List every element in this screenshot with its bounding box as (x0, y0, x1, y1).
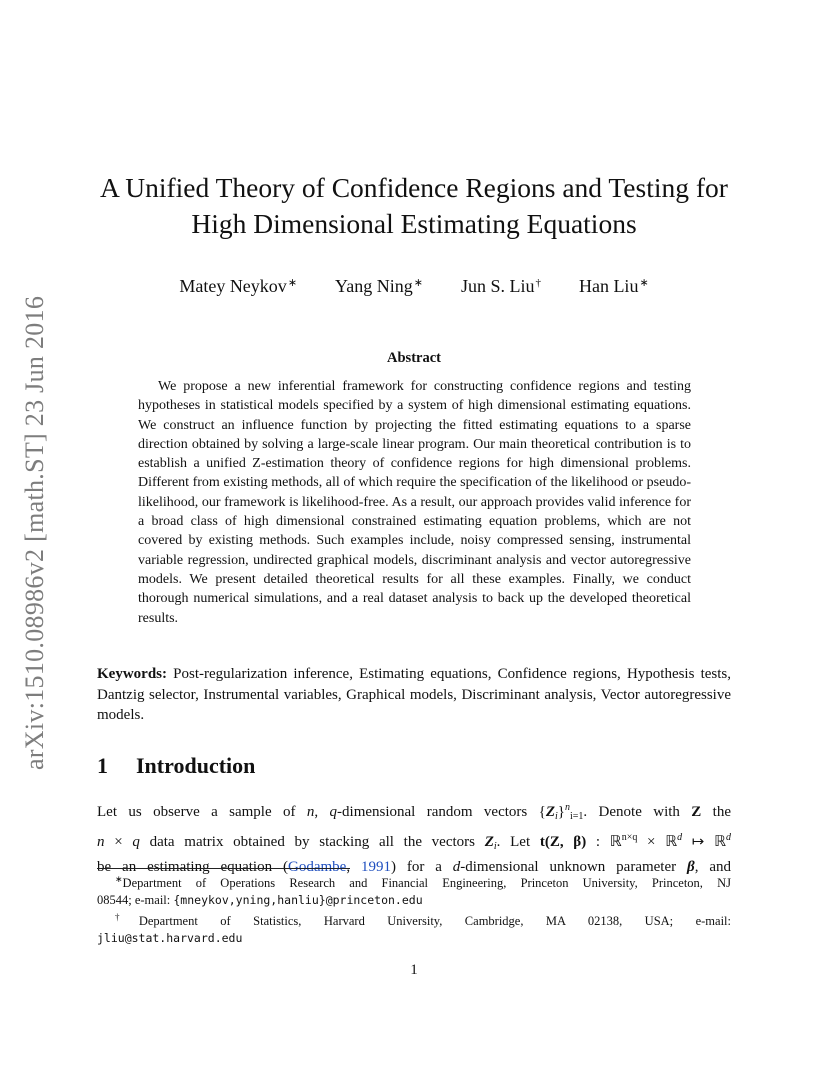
author-name: Jun S. Liu (460, 276, 535, 296)
keywords-text: Post-regularization inference, Estimating equations, Confidence regions, Hypothesis tests, Dantzig selector, Instrumental variables, Graphical models, Discriminant analysis, Vector autoregressive models. (97, 666, 731, 723)
affiliation-mark: ∗ (413, 277, 423, 289)
footnote-mark: ∗ (115, 874, 123, 884)
page-number: 1 (410, 962, 418, 978)
author-list (80, 276, 748, 297)
title-line-2: High Dimensional Estimating Equations (191, 208, 637, 239)
affiliation-mark: ∗ (287, 277, 298, 289)
author-name: Han Liu (578, 276, 639, 296)
abstract-heading: Abstract (387, 350, 441, 366)
intro-line-2: n × q data matrix obtained by stacking all the vectors $Z_i$. Let t(Z, β) : ℝ$^{n\times q}$ × ℝ$^d$ ↦ ℝ$^d$ (97, 832, 731, 852)
affiliation-mark: ∗ (639, 277, 649, 289)
section-title: Introduction (136, 753, 256, 778)
author (179, 276, 297, 297)
keywords-label: Keywords: (97, 666, 167, 682)
section-heading (97, 753, 255, 779)
abstract-text: We propose a new inferential framework for constructing confidence regions and testing hypotheses in statistical models specified by a system of high dimensional estimating equations. We construct an influence function by projecting the fitted estimating equations to a sparse direction obtained by solving a large-scale linear program. Our main theoretical contribution is to establish a unified Z-estimation theory of confidence regions for high dimensional problems. Different from existing methods, all of which require the specification of the likelihood or pseudo-likelihood, our framework is likelihood-free. As a result, our approach provides valid inference for a broad class of high dimensional constrained estimating equation problems, which are not covered by existing methods. Such examples include, noisy compressed sensing, instrumental variable regression, undirected graphical models, discriminant analysis and vector autoregressive models. We present detailed theoretical results for all these examples. Finally, we conduct thorough numerical simulations, and a real dataset analysis to back up the developed theoretical results. (138, 379, 691, 626)
citation-link[interactable]: Godambe (287, 859, 347, 875)
author (461, 276, 541, 297)
author-name: Yang Ning (335, 276, 413, 296)
author-name: Matey Neykov (179, 276, 287, 296)
keywords-paragraph (97, 664, 731, 726)
section-number: 1 (97, 753, 108, 778)
author (579, 276, 649, 297)
title-line-1: A Unified Theory of Confidence Regions and Testing for (100, 172, 728, 203)
author (335, 276, 423, 297)
citation-year-link[interactable]: 1991 (360, 859, 391, 875)
footnote-1: ∗Department of Operations Research and Financial Engineering, Princeton University, Princeton, NJ 08544; e-mail: {mneykov,yning,hanliu}@princeton.edu (97, 874, 731, 907)
footnote-mark: † (115, 912, 139, 922)
email-address: {mneykov,yning,hanliu}@princeton.edu (173, 893, 423, 907)
email-address: jliu@stat.harvard.edu (97, 931, 243, 945)
arxiv-identifier-stamp: arXiv:1510.08986v2 [math.ST] 23 Jun 2016 (20, 295, 49, 770)
introduction-paragraph (97, 797, 731, 878)
affiliation-mark: † (535, 277, 541, 289)
intro-line-3: be an estimating equation (Godambe, 1991) for a d-dimensional unknown parameter β, and (97, 859, 731, 875)
intro-line-1: Let us observe a sample of n, q-dimensional random vectors $\{Z_i\}^n_{i=1}$. Denote with Z the (97, 802, 732, 822)
footnote-divider (97, 868, 350, 869)
footnotes (97, 871, 731, 947)
paper-title (80, 170, 748, 242)
footnote-2: †Department of Statistics, Harvard University, Cambridge, MA 02138, USA; e-mail: jliu@stat.harvard.edu (97, 912, 731, 945)
